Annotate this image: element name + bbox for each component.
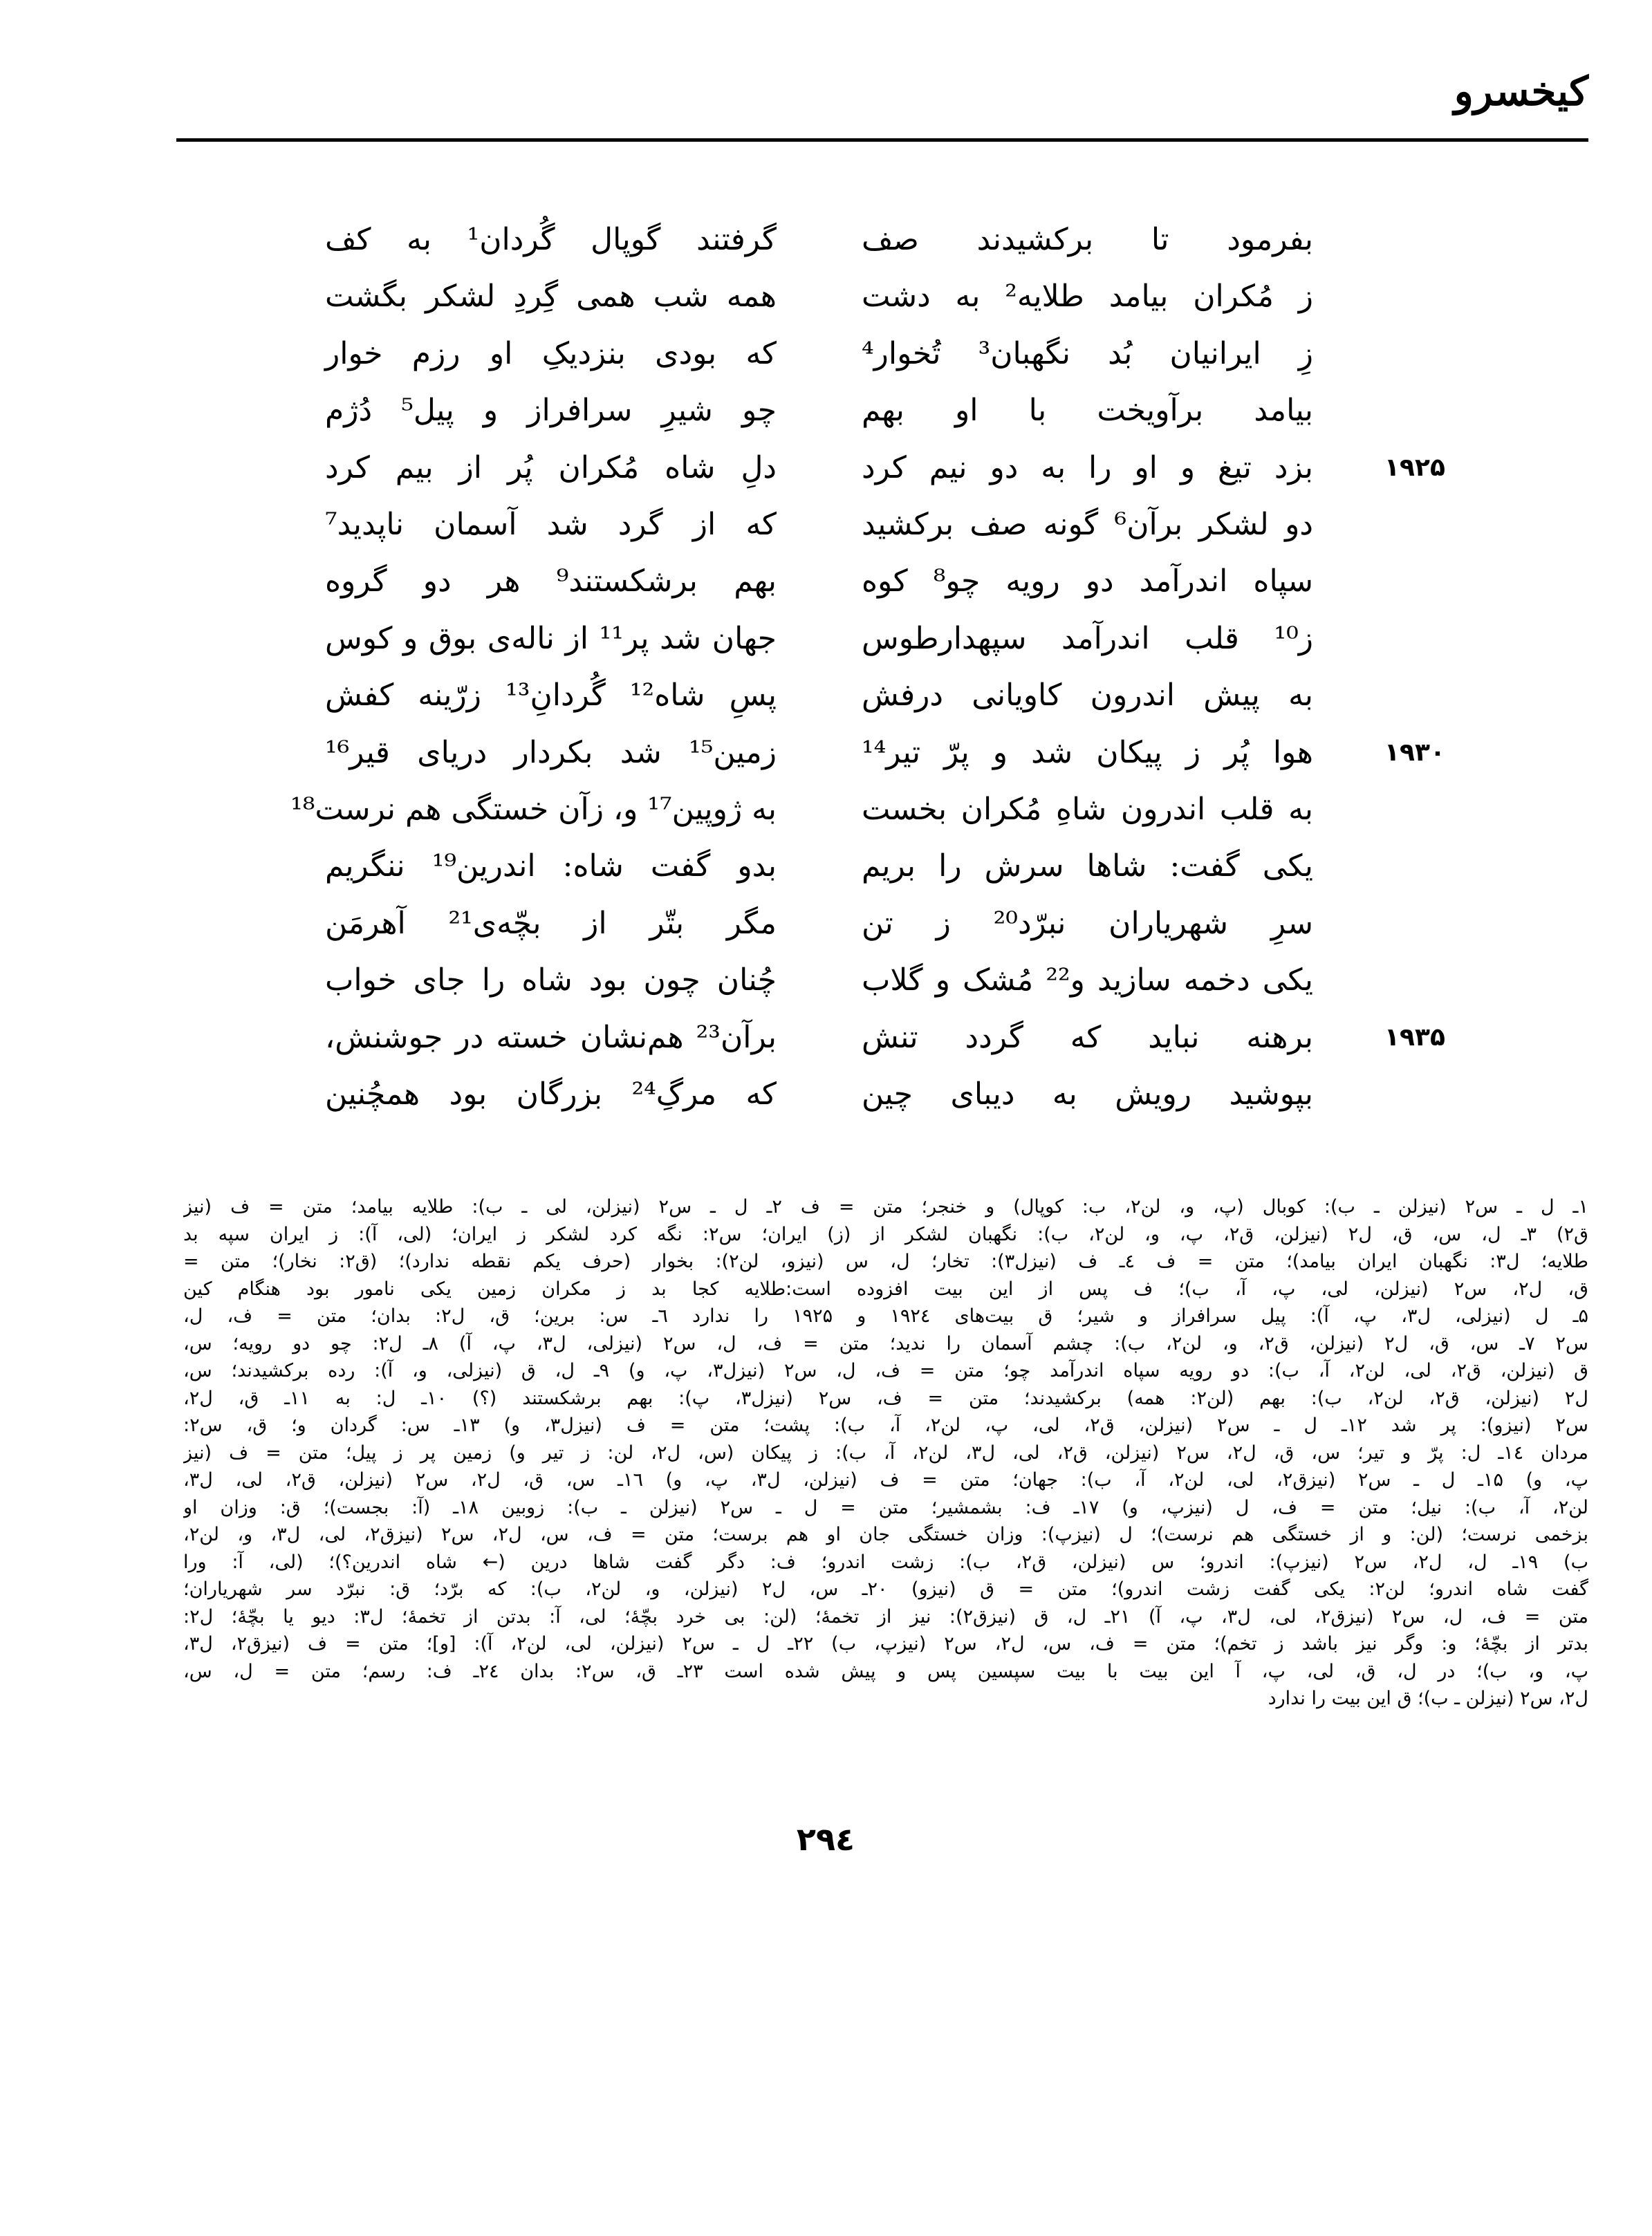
- verse-first-hemistich: یکی دخمه سازید و²² مُشک و گلاب: [862, 962, 1314, 998]
- header-rule: [176, 138, 1588, 142]
- verse-first-hemistich: به قلب اندرون شاهِ مُکران بخست: [862, 792, 1313, 827]
- verse-line-number: ۱۹۲۵: [1384, 453, 1445, 482]
- footnote-line: ق (نیزلن، ق۲، لی، لن۲، آ، ب): دو رویه سپاه اندرآمد چو؛ متن = ف، ل، س۲ (نیزل۳، پ، و) ۹ـ ل، ق (نیزلی، و، آ): رده برکشیدند؛ س،: [183, 1360, 1588, 1381]
- footnote-line: ق، ل۲، س۲ (نیزلن، لی، پ، آ، ب)؛ ف پس از این بیت افزوده است:طلایه کجا بد ز مکران زمین یکی نامور بود هنگام کین: [183, 1278, 1588, 1300]
- verse-second-hemistich: زمین¹⁵ شد بکردار دریای قیر¹⁶: [325, 734, 777, 770]
- verse-first-hemistich: به پیش اندرون کاویانی درفش: [862, 678, 1313, 714]
- verse-first-hemistich: بپوشید رویش به دیبای چین: [862, 1077, 1313, 1112]
- footnote-line: س۲ (نیزو): پر شد ۱۲ـ ل ـ س۲ (نیزلن، ق۲، لی، پ، لن۲، آ، ب): پشت؛ متن = ف (نیزل۳، و) ۱۳ـ س: گردان و؛ ق، س۲:: [183, 1415, 1588, 1436]
- verse-second-hemistich: بدو گفت شاه: اندرین¹⁹ ننگریم: [325, 848, 777, 884]
- verse-second-hemistich: بهم برشکستند⁹ هر دو گروه: [325, 563, 777, 599]
- verse-line-number: ۱۹۳۵: [1384, 1023, 1445, 1052]
- verse-first-hemistich: برهنه نباید که گردد تنش: [862, 1019, 1313, 1055]
- verse-second-hemistich: همه شب همی گِردِ لشکر بگشت: [325, 279, 777, 315]
- verse-first-hemistich: یکی گفت: شاها سرش را بریم: [862, 848, 1313, 884]
- verse-first-hemistich: سرِ شهریاران نبرّد²⁰ ز تن: [862, 905, 1313, 941]
- footnote-line: ل۲، س۲ (نیزلن ـ ب)؛ ق این بیت را ندارد: [1268, 1688, 1588, 1709]
- verse-second-hemistich: به ژوپین¹⁷ و، زآن خستگی هم نرست¹⁸: [290, 792, 777, 827]
- verse-second-hemistich: برآن²³ هم‌نشان خسته در جوشنش،: [325, 1019, 777, 1055]
- verse-second-hemistich: مگر بتّر از بچّه‌ی²¹ آهرمَن: [325, 905, 777, 941]
- footnote-line: طلایه؛ ل۳: نگهبان ایران بیامد)؛ متن = ف ٤ـ ف (نیزل۳): تخار؛ ل، س (نیزو، لن۲): بخوار (حرف یکم نقطه ندارد)؛ (ق۲: نخار)؛ متن =: [183, 1251, 1588, 1272]
- footnote-line: ۵ـ ل (نیزلی، ل۳، پ، آ): پیل سرافراز و شیر؛ ق بیت‌های ۱۹۲٤ و ۱۹۲۵ را ندارد ٦ـ س: برین؛ ق، ل۲: بدان؛ متن = ف، ل،: [183, 1305, 1588, 1327]
- verse-first-hemistich: ز¹⁰ قلب اندرآمد سپهدارطوس: [862, 620, 1313, 656]
- verse-second-hemistich: گرفتند گوپال گُردان¹ به کف: [325, 222, 777, 257]
- footnote-line: ب) ۱۹ـ ل، ل۲، س۲ (نیزپ): اندرو؛ س (نیزلن، ق۲، ب): زشت اندرو؛ ف: دگر گفت شاها درین (← شاه اندرین؟)؛ (لی، آ: ورا: [183, 1551, 1588, 1573]
- footnote-line: پ، و) ۱۵ـ ل ـ س۲ (نیزق۲، لی، لن۲، آ، ب): جهان؛ متن = ف (نیزلن، ل۳، پ، و) ۱٦ـ س، ق، ل۲، س۲ (نیزلن، ق۲، لی، ل۳،: [183, 1469, 1588, 1491]
- verse-second-hemistich: جهان شد پر¹¹ از ناله‌ی بوق و کوس: [325, 620, 777, 656]
- footnote-line: پ، و، ب)؛ در ل، ق، لی، پ، آ این بیت با بیت سپسین پس و پیش شده است ۲۳ـ ق، س۲: بدان ۲٤ـ ف: رسم؛ متن = ل، س،: [183, 1660, 1588, 1682]
- verse-first-hemistich: بفرمود تا برکشیدند صف: [862, 222, 1313, 257]
- verse-second-hemistich: که از گرد شد آسمان ناپدید⁷: [325, 507, 777, 542]
- verse-first-hemistich: هوا پُر ز پیکان شد و پرّ تیر¹⁴: [862, 734, 1313, 770]
- verse-first-hemistich: بزد تیغ و او را به دو نیم کرد: [862, 449, 1313, 485]
- verse-second-hemistich: پسِ شاه¹² گُردانِ¹³ زرّینه کفش: [325, 678, 777, 714]
- footnote-line: بدتر از بچّهٔ؛ و: وگر نیز باشد ز تخم)؛ متن = ف، س، ل۲، س۲ (نیزپ، ب) ۲۲ـ ل ـ س۲ (نیزلن، لی، لن۲، آ): [و]؛ متن = ف (نیزق۲، ل۳،: [183, 1633, 1588, 1655]
- footnote-line: متن = ف، ل، س۲ (نیزق۲، لی، ل۳، پ، آ) ۲۱ـ ل، ق (نیزق۲): نیز از تخمهٔ؛ (لن: بی خرد بچّهٔ؛ لی، آ: بدتن از تخمهٔ؛ ل۳: دیو یا بچّهٔ؛ ل۲:: [183, 1605, 1588, 1628]
- verse-first-hemistich: دو لشکر برآن⁶ گونه صف برکشید: [862, 507, 1314, 542]
- verse-line-number: ۱۹۳۰: [1384, 738, 1445, 767]
- verse-second-hemistich: که بودی بنزدیکِ او رزم خوار: [325, 335, 777, 371]
- footnote-line: مردان ۱٤ـ ل: پرّ و تیر؛ س، ق، ل۲، س۲ (نیزلن، ق۲، لی، ل۳، لن۲، آ، ب): ز پیکان (س، ل۲، لن: ز تیر و) زمین پر ز پیل؛ متن = ف (نیز: [183, 1442, 1588, 1464]
- footnote-line: ۱ـ ل ـ س۲ (نیزلن ـ ب): کوبال (پ، و، لن۲، ب: کوپال) و خنجر؛ متن = ف ۲ـ ل ـ س۲ (نیزلن، لی ـ ب): طلایه بیامد؛ متن = ف (نیز: [183, 1196, 1588, 1218]
- verse-second-hemistich: دلِ شاه مُکران پُر از بیم کرد: [325, 449, 777, 485]
- footnote-line: لن۲، آ، ب): نیل؛ متن = ف، ل (نیزپ، و) ۱۷ـ ف: بشمشیر؛ متن = ل ـ س۲ (نیزلن ـ ب): زوبین ۱۸ـ (آ: بجست)؛ ق: وزان او: [183, 1496, 1588, 1518]
- running-title: کیخسرو: [1454, 68, 1588, 115]
- verse-first-hemistich: بیامد برآویخت با او بهم: [862, 393, 1313, 429]
- footnote-line: ق۲) ۳ـ ل، س، ق، ل۲ (نیزلن، ق۲، پ، و، لن۲، ب): نگهبان لشکر از (ز) ایران؛ س۲: نگه کرد لشکر ز ایران؛ (لی، آ): ز ایران سپه بد: [183, 1223, 1588, 1245]
- footnote-line: س۲ ۷ـ س، ق، ل۲ (نیزلن، ق۲، و، لن۲، ب): چشم آسمان را ندید؛ متن = ف، ل، س۲ (نیزلی، ل۳، پ، آ) ۸ـ ل۲: چو دو رویه؛ س،: [183, 1332, 1588, 1354]
- verse-second-hemistich: چُنان چون بود شاه را جای خواب: [325, 962, 777, 998]
- verse-second-hemistich: که مرگِ²⁴ بزرگان بود همچُنین: [325, 1077, 777, 1112]
- verse-second-hemistich: چو شیرِ سرافراز و پیل⁵ دُژم: [325, 393, 777, 429]
- verse-first-hemistich: زِ ایرانیان بُد نگهبان³ تُخوار⁴: [862, 335, 1313, 371]
- page-number: ۲۹٤: [796, 1820, 855, 1858]
- footnote-line: گفت شاه اندرو؛ لن۲: یکی گفت زشت اندرو)؛ متن = ق (نیزو) ۲۰ـ س، ل۲ (نیزلن، و، لن۲، ب): که برّد؛ ق: نبرّد سر شهریاران؛: [183, 1578, 1588, 1600]
- verse-first-hemistich: ز مُکران بیامد طلایه² به دشت: [862, 279, 1313, 315]
- footnote-line: بزخمی نرست؛ (لن: و از خستگی هم نرست)؛ ل (نیزپ): وزان خستگی جان او هم برست؛ متن = ف، س، ل۲، س۲ (نیزق۲، لی، ل۳، و، لن۲،: [183, 1524, 1588, 1545]
- verse-first-hemistich: سپاه اندرآمد دو رویه چو⁸ کوه: [862, 563, 1314, 599]
- footnote-line: ل۲ (نیزلن، ق۲، لن۲، ب): بهم (لن۲: همه) برکشیدند؛ متن = ف، س۲ (نیزل۳، پ): بهم برشکستند (؟) ۱۰ـ ل: به ۱۱ـ ق، ل۲،: [183, 1387, 1588, 1409]
